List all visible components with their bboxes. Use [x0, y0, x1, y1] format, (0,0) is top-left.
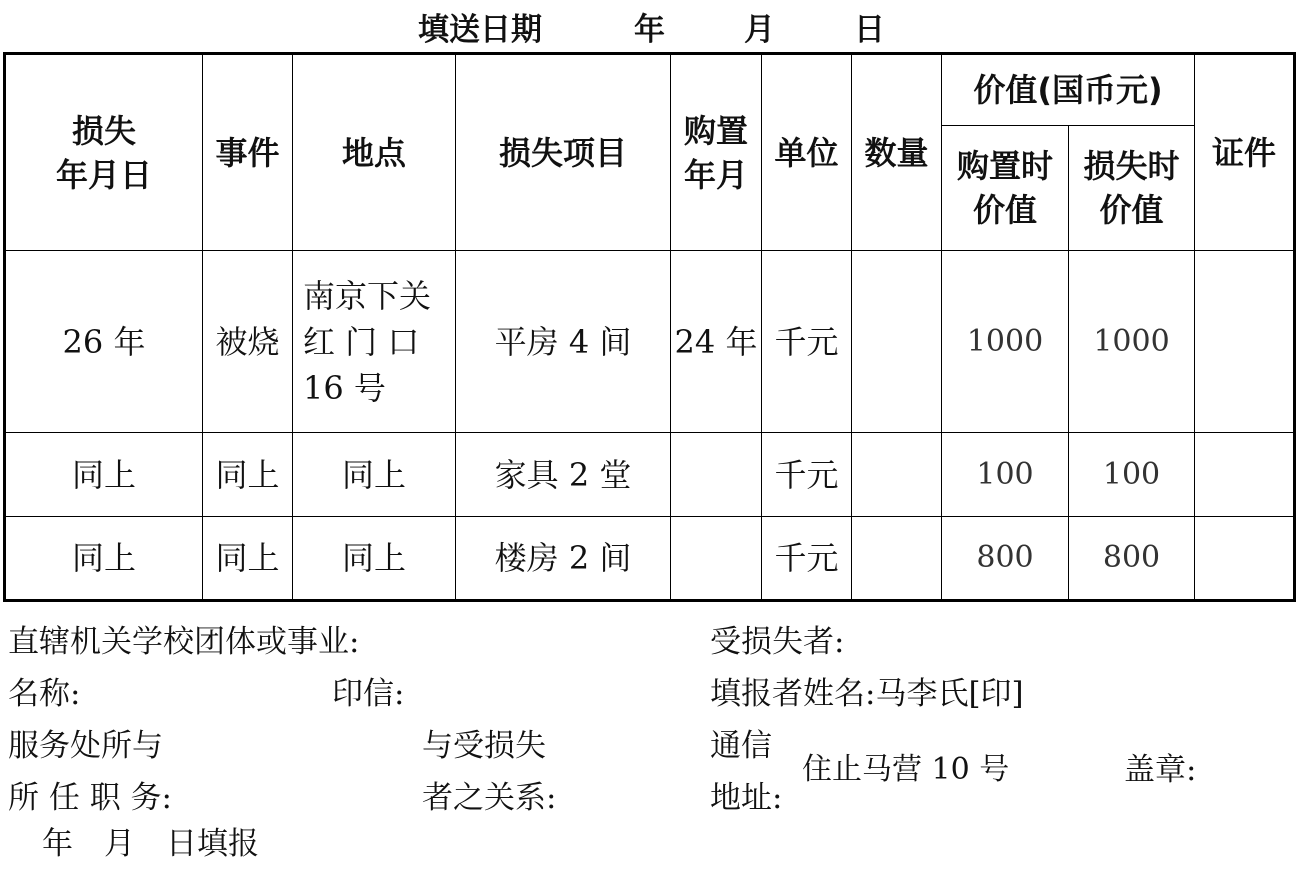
fill-date-month: 月 [744, 12, 775, 48]
cell-quantity [852, 517, 942, 601]
cell-value-loss: 100 [1069, 433, 1195, 517]
cell-unit: 千元 [762, 517, 852, 601]
contact-label-line1: 通信 [710, 728, 772, 764]
relation-label-line1: 与受损失 [422, 728, 546, 764]
cell-event: 被烧 [203, 251, 293, 433]
cell-proof [1195, 433, 1295, 517]
name-label: 名称: [8, 676, 81, 712]
form-title [0, 0, 1300, 48]
header-purchase-date [671, 54, 762, 251]
contact-label-line2: 地址: [710, 780, 783, 816]
cell-unit: 千元 [762, 433, 852, 517]
cell-place [293, 251, 456, 433]
header-value-purchase [942, 126, 1069, 251]
cell-proof [1195, 517, 1295, 601]
victim-label: 受损失者: [710, 624, 845, 660]
cell-loss-date: 同上 [5, 517, 203, 601]
header-quantity: 数量 [852, 54, 942, 251]
fill-date-day: 日 [854, 12, 885, 48]
cell-loss-item: 平房 4 间 [456, 251, 671, 433]
table-row [5, 517, 1295, 601]
header-value-group: 价值(国币元) [942, 54, 1195, 126]
cell-proof [1195, 251, 1295, 433]
header-unit: 单位 [762, 54, 852, 251]
header-purchase-date-line2: 年月 [683, 155, 748, 194]
cell-event: 同上 [203, 433, 293, 517]
cell-place: 同上 [293, 433, 456, 517]
cell-quantity [852, 433, 942, 517]
header-value-purchase-line2: 价值 [972, 191, 1037, 229]
cell-value-loss: 1000 [1069, 251, 1195, 433]
header-proof: 证件 [1195, 54, 1295, 251]
header-purchase-date-line1: 购置 [683, 111, 748, 150]
header-place: 地点 [293, 54, 456, 251]
loss-table [3, 52, 1296, 602]
cell-quantity [852, 251, 942, 433]
table-row [5, 433, 1295, 517]
reporter-label [710, 668, 1024, 713]
cell-purchase-date: 24 年 [671, 251, 762, 433]
report-date-line: 年 月 日填报 [42, 826, 259, 862]
header-event: 事件 [203, 54, 293, 251]
header-loss-item: 损失项目 [456, 54, 671, 251]
reporter-name: 马李氏[印] [875, 676, 1024, 712]
cell-loss-item: 家具 2 堂 [456, 433, 671, 517]
position-label: 所 任 职 务: [8, 780, 173, 816]
cell-place: 同上 [293, 517, 456, 601]
table-row [5, 251, 1295, 433]
cell-event: 同上 [203, 517, 293, 601]
relation-label-line2: 者之关系: [422, 780, 557, 816]
cell-place-line1: 南京下关 [303, 276, 432, 315]
cell-loss-date: 26 年 [5, 251, 203, 433]
header-value-loss-line1: 损失时 [1083, 147, 1180, 185]
cell-value-purchase: 100 [942, 433, 1069, 517]
stamp-label: 盖章: [1124, 752, 1197, 788]
reporter-label-text: 填报者姓名: [710, 676, 876, 712]
header-value-loss [1069, 126, 1195, 251]
fill-date-label: 填送日期 [418, 12, 542, 48]
cell-unit: 千元 [762, 251, 852, 433]
cell-place-line3: 16 号 [303, 368, 386, 407]
cell-purchase-date [671, 517, 762, 601]
cell-loss-date: 同上 [5, 433, 203, 517]
address-value: 住止马营 10 号 [802, 752, 1010, 787]
cell-place-line2: 红 门 口 [303, 322, 420, 361]
fill-date-year: 年 [634, 12, 665, 48]
header-loss-date [5, 54, 203, 251]
cell-value-purchase: 800 [942, 517, 1069, 601]
org-label: 直辖机关学校团体或事业: [8, 624, 360, 660]
header-loss-date-line1: 损失 [71, 111, 136, 150]
cell-purchase-date [671, 433, 762, 517]
cell-loss-item: 楼房 2 间 [456, 517, 671, 601]
office-label: 服务处所与 [8, 728, 163, 764]
header-loss-date-line2: 年月日 [55, 155, 152, 194]
seal-label: 印信: [332, 676, 405, 712]
header-value-purchase-line1: 购置时 [956, 147, 1053, 185]
cell-value-purchase: 1000 [942, 251, 1069, 433]
cell-value-loss: 800 [1069, 517, 1195, 601]
header-value-loss-line2: 价值 [1099, 191, 1164, 229]
